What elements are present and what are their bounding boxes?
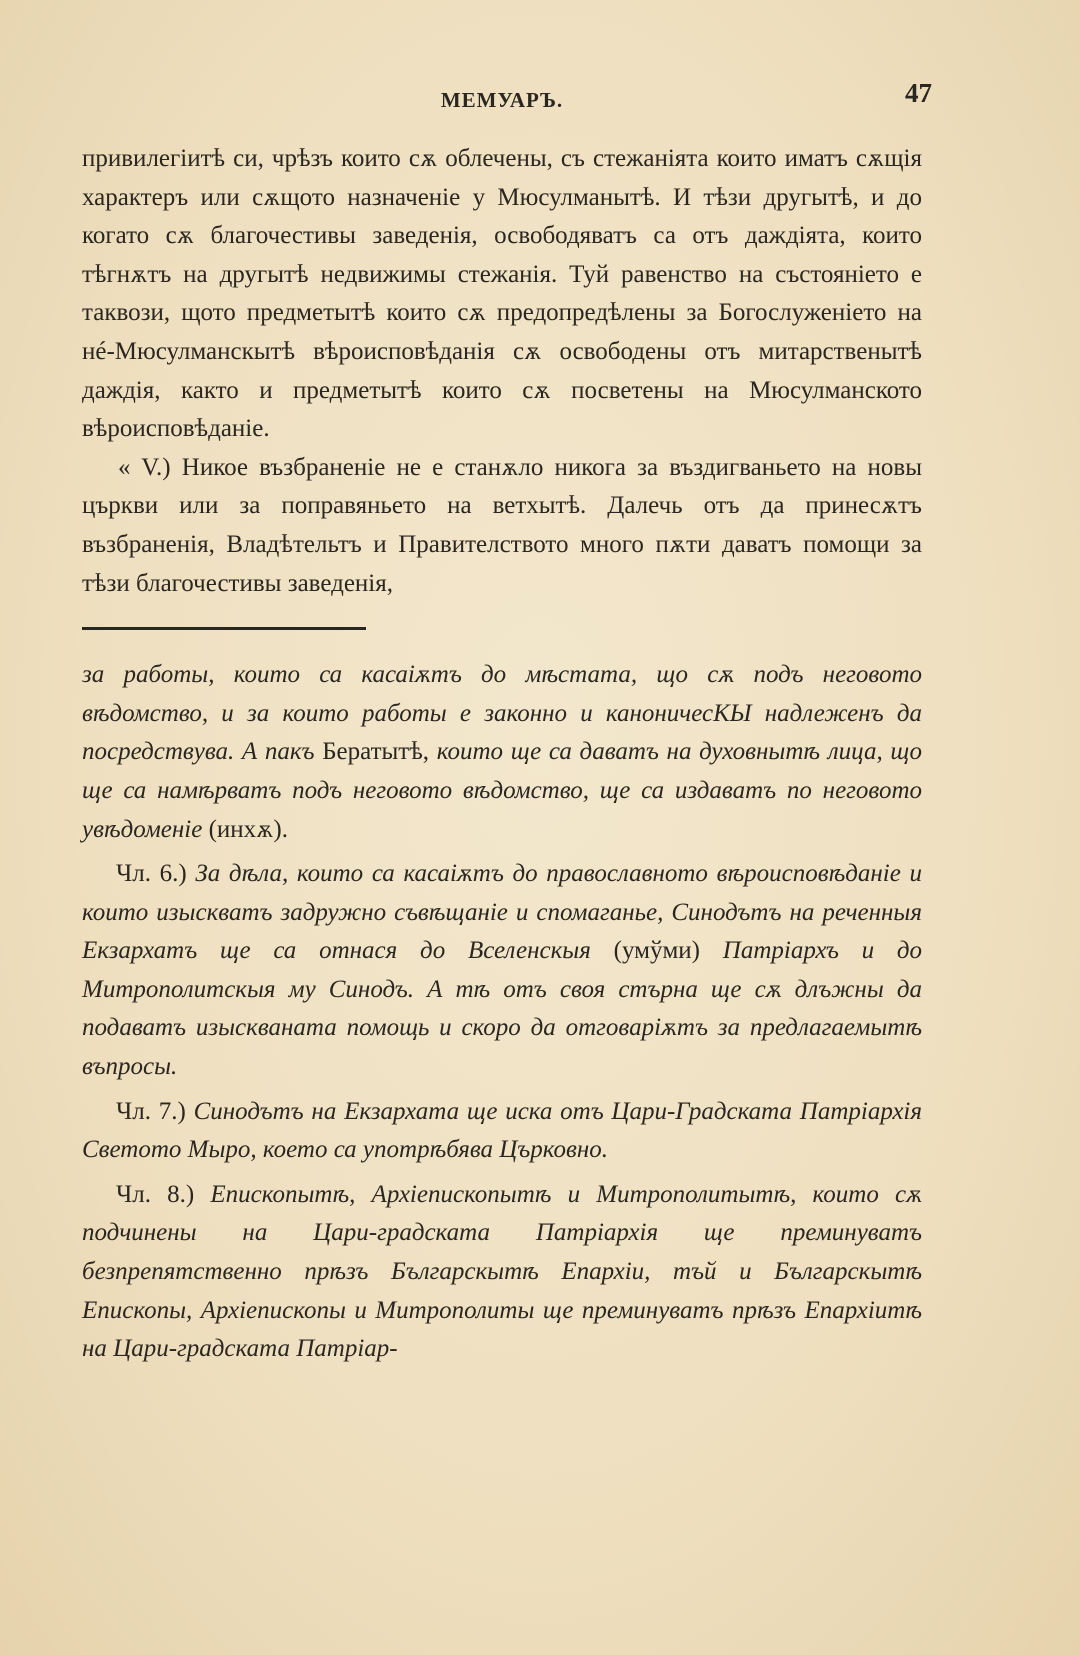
article-8 bbox=[82, 1176, 922, 1369]
main-text bbox=[82, 140, 922, 603]
running-title: МЕМУАРЪ. bbox=[440, 88, 564, 112]
page-number: 47 bbox=[905, 78, 932, 108]
article-text: Синодътъ на Екзархата ще иска отъ Цари-Градската Патріархія Светото Мыро, което са употрѣбява Църковно. bbox=[82, 1097, 922, 1164]
book-page bbox=[82, 70, 932, 1375]
footnote-text-italic: които ще са даватъ на духовнытѣ лица, що ще са намѣрватъ подъ неговото вѣдомство, ще са издаватъ по неговото увѣдоменіе bbox=[82, 738, 923, 843]
article-label: Чл. 6.) bbox=[116, 860, 187, 888]
footnotes bbox=[82, 656, 922, 1369]
footnote-divider bbox=[82, 627, 366, 630]
footnote-text-roman: (инхѫ). bbox=[208, 815, 288, 843]
footnote-text-italic: за работы, които са касаіѫтъ до мѣстата, що сѫ подъ неговото вѣдомство, и за които работы е законно и каноничесКЫ надлеженъ да посредствува. А пакъ bbox=[82, 661, 922, 766]
footnote-text-roman: Бератытѣ, bbox=[322, 738, 430, 766]
page-header bbox=[82, 70, 932, 116]
article-text: Епископытѣ, Архіепископытѣ и Митрополитытѣ, които сѫ подчинены на Цари-градската Патріархія ще преминуватъ безпрепятственно прѣзъ Българскытѣ Епархіи, тъй и Българскытѣ Епископы, Архіепископы и Митрополиты ще преминуватъ прѣзъ Епархіитѣ на Цари-градската Патріар- bbox=[82, 1180, 922, 1363]
article-text: За дѣла, които са касаіѫтъ до православното вѣроисповѣданіе и които изыскватъ задружно съвѣщаніе и спомаганье, Синодътъ на реченныя Екзархатъ ще са отнася до Вселенскыя bbox=[82, 860, 923, 965]
main-paragraph-1: привилегіитѣ си, чрѣзъ които сѫ облечены, съ стежаніята които иматъ сѫщія характеръ или сѫщото назначеніе у Мюсулманытѣ. И тѣзи другытѣ, и до когато сѫ благочестивы заведенія, освободяватъ са отъ даждіята, които тѣгнѫтъ на другытѣ недвижимы стежанія. Туй равенство на състояніето е таквози, щото предметытѣ които сѫ предопредѣлены за Богослуженіето на нé-Мюсулманскытѣ вѣроисповѣданія сѫ освободены отъ митарственытѣ даждія, както и предметытѣ които сѫ посветены на Мюсулманското вѣроисповѣданіе. bbox=[82, 145, 922, 443]
article-7 bbox=[82, 1093, 922, 1170]
main-paragraph-2: « V.) Никое възбраненіе не е станѫло никога за въздигваньето на новы църкви или за поправяньето на ветхытѣ. Далечь отъ да принесѫтъ възбраненія, Владѣтельтъ и Правителството много пѫти даватъ помощи за тѣзи благочестивы заведенія, bbox=[82, 453, 922, 597]
article-label: Чл. 7.) bbox=[116, 1097, 186, 1125]
footnote-paragraph-1 bbox=[82, 656, 922, 849]
article-text: Патріархъ и до Митрополитскыя му Синодъ. А тѣ отъ своя стърна ще сѫ длъжны да подаватъ изыскваната помощь и скоро да отговаріѫтъ за предлагаемытѣ въпросы. bbox=[82, 937, 923, 1081]
article-text-roman: (умўми) bbox=[613, 937, 700, 965]
article-label: Чл. 8.) bbox=[116, 1180, 195, 1208]
article-6 bbox=[82, 855, 922, 1087]
